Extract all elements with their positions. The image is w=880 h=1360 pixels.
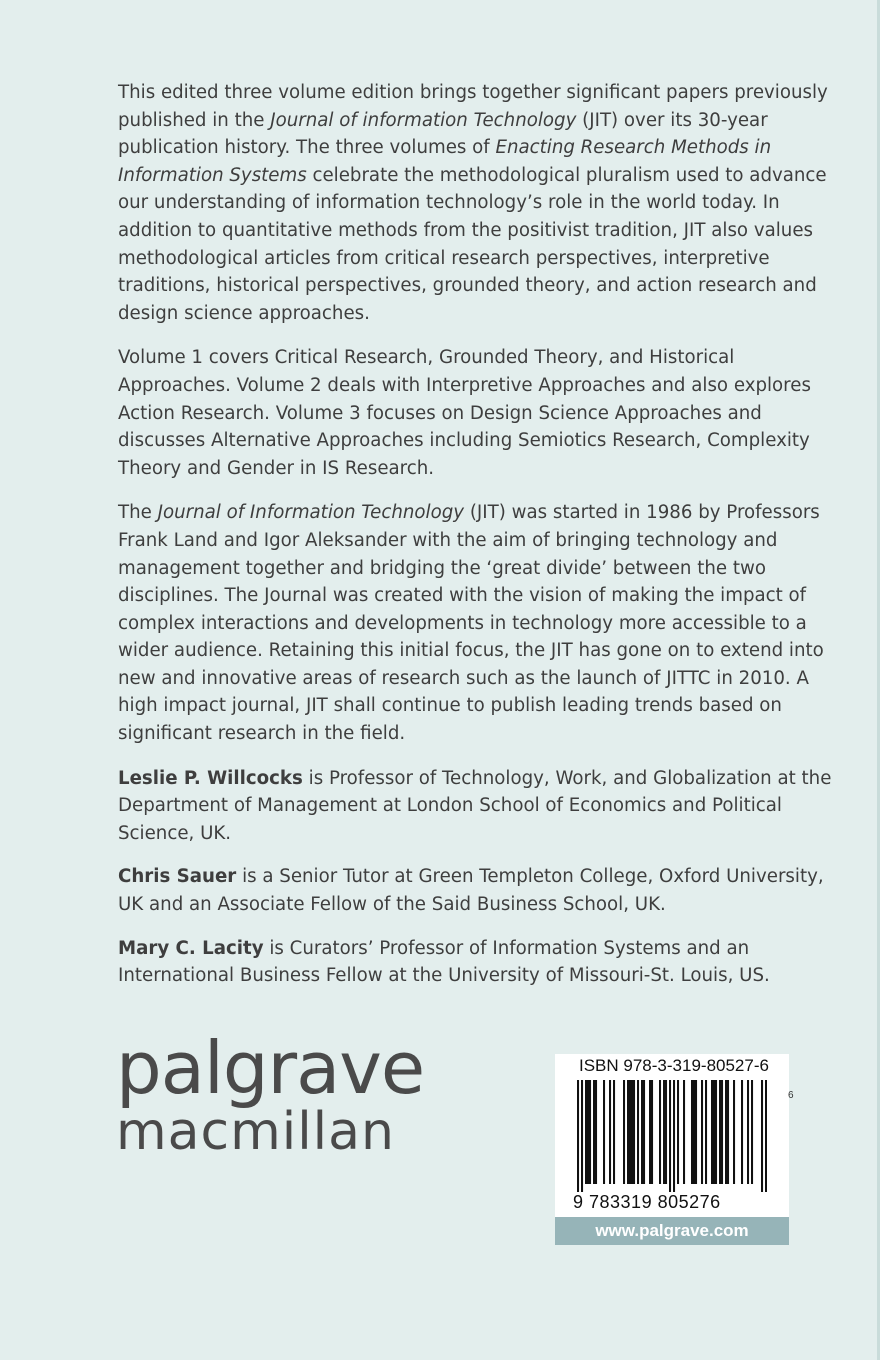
barcode-bar <box>641 1080 643 1184</box>
barcode-bar <box>581 1080 583 1192</box>
barcode-bar <box>665 1080 667 1184</box>
barcode-bar <box>627 1080 629 1184</box>
barcode-bar <box>719 1080 721 1184</box>
barcode-bar <box>649 1080 651 1184</box>
barcode-bar <box>695 1080 697 1184</box>
barcode-bar <box>577 1080 579 1192</box>
journal-title: Journal of information Technology <box>270 109 577 131</box>
author-bio: Leslie P. Willcocks is Professor of Technology, Work, and Globalization at the Department of Management at London School of Economics and Political Science, UK. <box>118 767 832 844</box>
barcode-bar <box>587 1080 589 1184</box>
book-title: Enacting Research Methods in Information Systems <box>118 137 772 186</box>
barcode-bar <box>705 1080 707 1184</box>
description-paragraph-2: Volume 1 covers Critical Research, Grounded Theory, and Historical Approaches. Volume 2 deals with Interpretive Approaches and also explores Action Research. Volume 3 focuses on Design Science Approaches and discusses Alternative Approaches including Semiotics Research, Complexity Theory and Gender in IS Research. <box>118 347 811 479</box>
barcode-bar <box>595 1080 597 1184</box>
barcode-bar <box>725 1080 727 1184</box>
barcode-bar <box>643 1080 645 1184</box>
isbn-label: ISBN 978-3-319-80527-6 <box>579 1056 769 1075</box>
barcode-bar <box>593 1080 595 1184</box>
barcode-bar <box>721 1080 723 1184</box>
publisher-logo-line1: palgrave <box>116 1026 425 1110</box>
barcode-bar <box>727 1080 729 1184</box>
barcode-bar <box>603 1080 605 1184</box>
publisher-logo-line2: macmillan <box>116 1102 395 1162</box>
barcode-bar <box>701 1080 703 1184</box>
barcode-bar <box>751 1080 753 1184</box>
barcode-bar <box>631 1080 633 1184</box>
barcode-bar <box>713 1080 715 1184</box>
back-cover-text <box>118 79 848 1006</box>
author-bio: Chris Sauer is a Senior Tutor at Green Templeton College, Oxford University, UK and an Associate Fellow of the Said Business School, UK. <box>118 866 824 916</box>
barcode-bar <box>693 1080 695 1184</box>
barcode-bar <box>761 1080 763 1192</box>
author-bio: Mary C. Lacity is Curators’ Professor of Information Systems and an International Business Fellow at the University of Missouri-St. Louis, US. <box>118 937 770 987</box>
barcode-bar <box>765 1080 767 1192</box>
author-name: Mary C. Lacity <box>118 937 264 959</box>
barcode-bar <box>637 1080 639 1184</box>
barcode-bar <box>651 1080 653 1184</box>
barcode-bar <box>669 1080 671 1192</box>
author-name: Leslie P. Willcocks <box>118 767 303 789</box>
barcode-bar <box>659 1080 661 1184</box>
barcode-bar <box>589 1080 591 1184</box>
print-mark: 6 <box>788 1090 794 1101</box>
barcode-bar <box>633 1080 635 1184</box>
barcode-panel <box>555 1054 789 1217</box>
barcode-bar <box>613 1080 615 1184</box>
barcode-bar <box>683 1080 685 1184</box>
description-paragraph-1: This edited three volume edition brings together significant papers previously published in the Journal of information Technology (JIT) over its 30-year publication history. The three volumes of Enacting Research Methods in Information Systems celebrate the methodological pluralism used to advance our understanding of information technology’s role in the world today. In addition to quantitative methods from the positivist tradition, JIT also values methodological articles from critical research perspectives, interpretive traditions, historical perspectives, grounded theory, and action research and design science approaches. <box>118 82 828 324</box>
barcode-bar <box>677 1080 679 1184</box>
journal-title: Journal of Information Technology <box>157 502 465 524</box>
barcode-bar <box>673 1080 675 1192</box>
barcode-bar <box>629 1080 631 1184</box>
barcode-bar <box>609 1080 611 1184</box>
barcode-bar <box>733 1080 735 1184</box>
barcode-digits: 9 783319 805276 <box>573 1192 721 1212</box>
barcode-bar <box>585 1080 587 1184</box>
publisher-url[interactable]: www.palgrave.com <box>555 1217 789 1245</box>
barcode-bar <box>663 1080 665 1184</box>
publisher-logo <box>116 1028 424 1160</box>
barcode-bar <box>623 1080 625 1184</box>
barcode-image <box>577 1080 767 1192</box>
author-name: Chris Sauer <box>118 866 237 888</box>
barcode-bar <box>691 1080 693 1184</box>
barcode-bar <box>711 1080 713 1184</box>
barcode-bar <box>715 1080 717 1184</box>
description-paragraph-3: The Journal of Information Technology (JIT) was started in 1986 by Professors Frank Land and Igor Aleksander with the aim of bringing technology and management together and bridging the ‘great divide’ between the two disciplines. The Journal was created with the vision of making the impact of complex interactions and developments in technology more accessible to a wider audience. Retaining this initial focus, the JIT has gone on to extend into new and innovative areas of research such as the launch of JITTC in 2010. A high impact journal, JIT shall continue to publish leading trends based on significant research in the field. <box>118 502 824 745</box>
barcode-bar <box>741 1080 743 1184</box>
barcode-bar <box>747 1080 749 1184</box>
